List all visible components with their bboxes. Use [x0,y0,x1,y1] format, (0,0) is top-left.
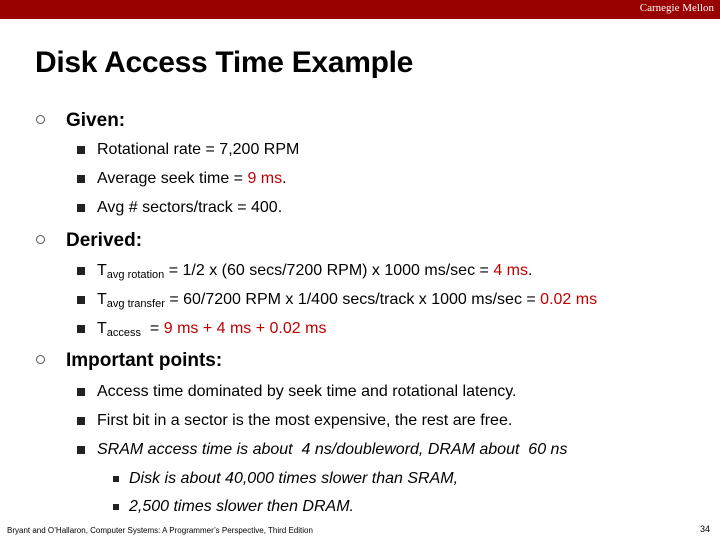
derived-heading: Derived: [66,230,143,251]
important-heading: Important points: [66,350,223,371]
highlight-value: 4 ms [493,262,528,279]
square-bullet-icon [113,504,119,510]
derived-formula: $T_{avg rotation} = 1/2$ x (60 secs/7200 RPM) x 1000 ms/sec = 4 ms. [97,262,533,281]
footer-citation: Bryant and O’Hallaron, Computer Systems: A Programmer’s Perspective, Third Edition [7,526,313,535]
given-item-text: Average seek time = 9 ms. [97,170,287,187]
circle-bullet-icon [36,115,45,124]
slide-title: Disk Access Time Example [35,46,414,79]
derived-formula: $T_{access} = 9$ ms + 4 ms + 0.02 ms [97,320,327,339]
square-bullet-icon [77,388,85,396]
header-bar [0,0,720,19]
given-item-text: Rotational rate = 7,200 RPM [97,141,300,158]
important-item-text: First bit in a sector is the most expensive, the rest are free. [97,412,513,429]
given-heading: Given: [66,110,126,131]
square-bullet-icon [113,476,119,482]
important-subitem-text: Disk is about 40,000 times slower than SRAM, [129,470,459,487]
highlight-value: 0.02 ms [540,291,598,308]
brand-label: Carnegie Mellon [639,2,714,14]
square-bullet-icon [77,296,85,304]
square-bullet-icon [77,417,85,425]
highlight-value: 9 ms [247,170,283,187]
square-bullet-icon [77,267,85,275]
square-bullet-icon [77,146,85,154]
square-bullet-icon [77,325,85,333]
page-number: 34 [699,524,710,534]
derived-formula: $T_{avg transfer} = 60/7200$ RPM x 1/400 secs/track x 1000 ms/sec = 0.02 ms [97,291,598,310]
circle-bullet-icon [36,235,45,244]
circle-bullet-icon [36,355,45,364]
important-item-text: Access time dominated by seek time and rotational latency. [97,383,517,400]
highlight-value: 9 ms + 4 ms + 0.02 ms [163,320,327,337]
square-bullet-icon [77,175,85,183]
square-bullet-icon [77,446,85,454]
important-subitem-text: 2,500 times slower then DRAM. [129,498,354,515]
square-bullet-icon [77,204,85,212]
important-item-text: SRAM access time is about 4 ns/doubleword, DRAM about 60 ns [97,441,568,458]
given-item-text: Avg # sectors/track = 400. [97,199,283,216]
